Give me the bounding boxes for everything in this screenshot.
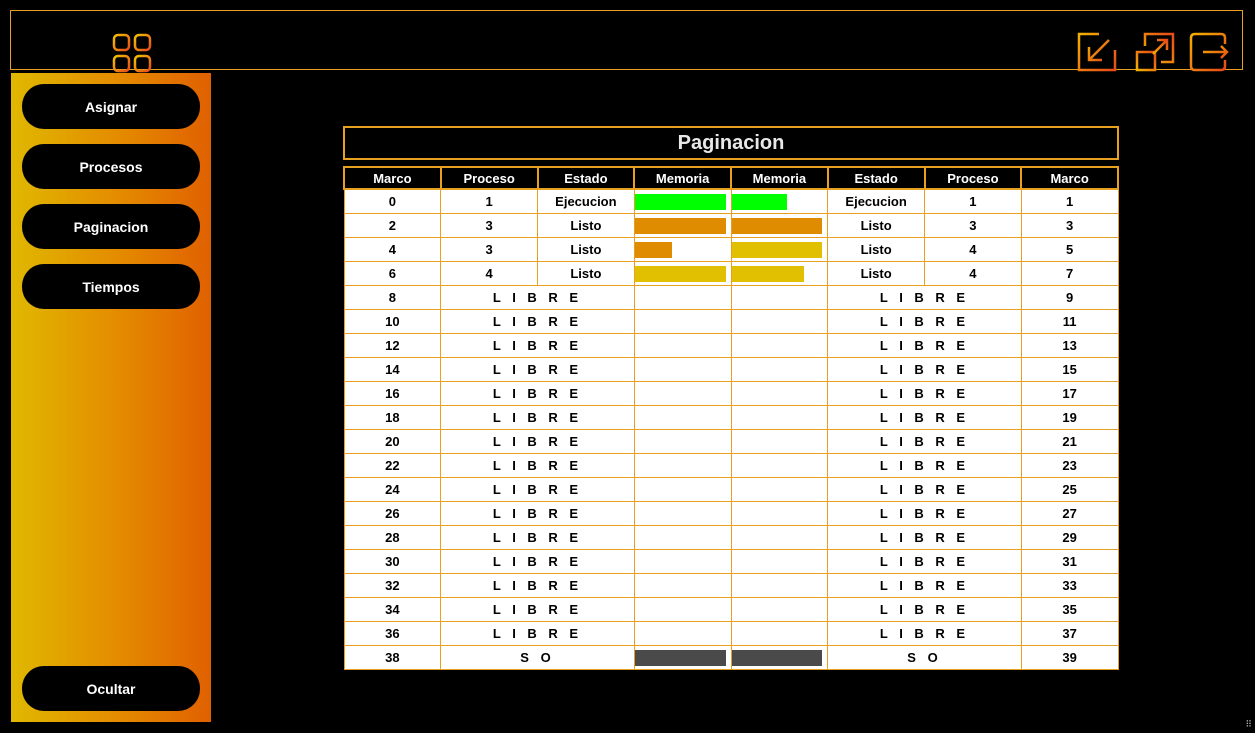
memory-cell	[731, 430, 828, 454]
frame-cell: 11	[1021, 310, 1118, 334]
process-cell: 3	[441, 238, 538, 262]
memory-cell	[634, 502, 731, 526]
memory-cell	[634, 310, 731, 334]
frame-cell: 29	[1021, 526, 1118, 550]
free-frame-label: L I B R E	[441, 430, 635, 454]
memory-cell	[634, 478, 731, 502]
free-frame-label: L I B R E	[441, 406, 635, 430]
free-frame-label: L I B R E	[828, 334, 1022, 358]
free-frame-label: S O	[828, 646, 1022, 670]
table-row	[344, 646, 1118, 670]
frame-cell: 24	[344, 478, 441, 502]
frame-cell: 14	[344, 358, 441, 382]
hide-sidebar-button[interactable]: Ocultar	[22, 666, 200, 711]
memory-bar	[635, 650, 726, 666]
col-header-memoria: Memoria	[634, 167, 731, 189]
frame-cell: 25	[1021, 478, 1118, 502]
memory-cell	[731, 550, 828, 574]
frame-cell: 36	[344, 622, 441, 646]
free-frame-label: L I B R E	[441, 526, 635, 550]
frame-cell: 12	[344, 334, 441, 358]
frame-cell: 37	[1021, 622, 1118, 646]
sidebar-item-asignar[interactable]: Asignar	[22, 84, 200, 129]
table-row	[344, 189, 1118, 214]
state-cell: Listo	[828, 238, 925, 262]
free-frame-label: L I B R E	[828, 550, 1022, 574]
free-frame-label: L I B R E	[828, 286, 1022, 310]
free-frame-label: L I B R E	[441, 358, 635, 382]
free-frame-label: L I B R E	[441, 286, 635, 310]
memory-cell	[731, 478, 828, 502]
minimize-icon[interactable]	[1077, 32, 1117, 72]
state-cell: Listo	[538, 238, 635, 262]
table-row	[344, 262, 1118, 286]
memory-bar	[732, 218, 823, 234]
exit-icon[interactable]	[1189, 32, 1229, 72]
sidebar-item-procesos[interactable]: Procesos	[22, 144, 200, 189]
free-frame-label: L I B R E	[828, 430, 1022, 454]
table-row	[344, 598, 1118, 622]
free-frame-label: L I B R E	[441, 574, 635, 598]
free-frame-label: L I B R E	[828, 358, 1022, 382]
frame-cell: 10	[344, 310, 441, 334]
free-frame-label: L I B R E	[828, 310, 1022, 334]
memory-bar	[732, 242, 823, 258]
memory-bar	[732, 266, 805, 282]
frame-cell: 30	[344, 550, 441, 574]
process-cell: 3	[925, 214, 1022, 238]
frame-cell: 3	[1021, 214, 1118, 238]
table-row	[344, 478, 1118, 502]
state-cell: Ejecucion	[538, 189, 635, 214]
memory-bar	[732, 650, 823, 666]
memory-cell	[634, 646, 731, 670]
page-title: Paginacion	[343, 126, 1119, 160]
free-frame-label: L I B R E	[441, 454, 635, 478]
memory-cell	[634, 550, 731, 574]
process-cell: 4	[925, 262, 1022, 286]
free-frame-label: S O	[441, 646, 635, 670]
free-frame-label: L I B R E	[828, 622, 1022, 646]
sidebar-item-paginacion[interactable]: Paginacion	[22, 204, 200, 249]
memory-cell	[634, 238, 731, 262]
frame-cell: 23	[1021, 454, 1118, 478]
col-header-proceso: Proceso	[441, 167, 538, 189]
frame-cell: 19	[1021, 406, 1118, 430]
memory-cell	[634, 334, 731, 358]
memory-cell	[731, 310, 828, 334]
free-frame-label: L I B R E	[441, 622, 635, 646]
col-header-memoria: Memoria	[731, 167, 828, 189]
table-row	[344, 454, 1118, 478]
table-row	[344, 526, 1118, 550]
memory-cell	[731, 622, 828, 646]
state-cell: Listo	[828, 262, 925, 286]
paging-table	[343, 166, 1119, 670]
memory-cell	[731, 382, 828, 406]
free-frame-label: L I B R E	[828, 526, 1022, 550]
col-header-marco: Marco	[1021, 167, 1118, 189]
title-bar	[10, 10, 1243, 70]
free-frame-label: L I B R E	[441, 598, 635, 622]
frame-cell: 13	[1021, 334, 1118, 358]
table-row	[344, 382, 1118, 406]
table-row	[344, 406, 1118, 430]
memory-cell	[731, 214, 828, 238]
free-frame-label: L I B R E	[441, 334, 635, 358]
memory-cell	[731, 262, 828, 286]
process-cell: 3	[441, 214, 538, 238]
free-frame-label: L I B R E	[441, 502, 635, 526]
process-cell: 1	[441, 189, 538, 214]
app-grid-icon[interactable]	[112, 33, 152, 73]
resize-grip-icon[interactable]: ⠿	[1245, 719, 1252, 729]
memory-cell	[634, 574, 731, 598]
frame-cell: 38	[344, 646, 441, 670]
free-frame-label: L I B R E	[828, 502, 1022, 526]
col-header-estado: Estado	[828, 167, 925, 189]
memory-cell	[634, 598, 731, 622]
table-row	[344, 358, 1118, 382]
free-frame-label: L I B R E	[441, 310, 635, 334]
frame-cell: 20	[344, 430, 441, 454]
frame-cell: 31	[1021, 550, 1118, 574]
frame-cell: 6	[344, 262, 441, 286]
memory-bar	[732, 194, 788, 210]
memory-bar	[635, 194, 726, 210]
state-cell: Listo	[828, 214, 925, 238]
memory-cell	[634, 358, 731, 382]
table-header-row	[344, 167, 1118, 189]
frame-cell: 33	[1021, 574, 1118, 598]
free-frame-label: L I B R E	[441, 478, 635, 502]
memory-cell	[731, 526, 828, 550]
process-cell: 4	[925, 238, 1022, 262]
frame-cell: 9	[1021, 286, 1118, 310]
table-row	[344, 238, 1118, 262]
frame-cell: 32	[344, 574, 441, 598]
memory-cell	[731, 646, 828, 670]
memory-cell	[731, 454, 828, 478]
memory-cell	[634, 214, 731, 238]
frame-cell: 27	[1021, 502, 1118, 526]
table-row	[344, 310, 1118, 334]
memory-cell	[731, 189, 828, 214]
frame-cell: 7	[1021, 262, 1118, 286]
frame-cell: 8	[344, 286, 441, 310]
process-cell: 1	[925, 189, 1022, 214]
table-row	[344, 622, 1118, 646]
table-row	[344, 286, 1118, 310]
free-frame-label: L I B R E	[828, 478, 1022, 502]
frame-cell: 39	[1021, 646, 1118, 670]
col-header-marco: Marco	[344, 167, 441, 189]
memory-bar	[635, 242, 672, 258]
process-cell: 4	[441, 262, 538, 286]
free-frame-label: L I B R E	[828, 406, 1022, 430]
memory-bar	[635, 218, 726, 234]
sidebar-item-tiempos[interactable]: Tiempos	[22, 264, 200, 309]
memory-bar	[635, 266, 726, 282]
memory-cell	[634, 622, 731, 646]
table-row	[344, 502, 1118, 526]
frame-cell: 16	[344, 382, 441, 406]
memory-cell	[634, 454, 731, 478]
memory-cell	[731, 406, 828, 430]
frame-cell: 34	[344, 598, 441, 622]
frame-cell: 0	[344, 189, 441, 214]
frame-cell: 28	[344, 526, 441, 550]
memory-cell	[634, 262, 731, 286]
table-row	[344, 334, 1118, 358]
memory-cell	[634, 406, 731, 430]
frame-cell: 15	[1021, 358, 1118, 382]
memory-cell	[634, 286, 731, 310]
state-cell: Listo	[538, 262, 635, 286]
frame-cell: 2	[344, 214, 441, 238]
memory-cell	[731, 238, 828, 262]
table-row	[344, 430, 1118, 454]
free-frame-label: L I B R E	[828, 382, 1022, 406]
frame-cell: 17	[1021, 382, 1118, 406]
memory-cell	[731, 574, 828, 598]
table-row	[344, 574, 1118, 598]
memory-cell	[731, 358, 828, 382]
table-row	[344, 214, 1118, 238]
frame-cell: 21	[1021, 430, 1118, 454]
frame-cell: 22	[344, 454, 441, 478]
memory-cell	[731, 334, 828, 358]
free-frame-label: L I B R E	[828, 598, 1022, 622]
state-cell: Ejecucion	[828, 189, 925, 214]
free-frame-label: L I B R E	[828, 574, 1022, 598]
maximize-icon[interactable]	[1135, 32, 1175, 72]
sidebar	[11, 73, 211, 722]
free-frame-label: L I B R E	[441, 550, 635, 574]
memory-cell	[731, 598, 828, 622]
free-frame-label: L I B R E	[828, 454, 1022, 478]
frame-cell: 1	[1021, 189, 1118, 214]
table-row	[344, 550, 1118, 574]
memory-cell	[634, 526, 731, 550]
memory-cell	[731, 286, 828, 310]
free-frame-label: L I B R E	[441, 382, 635, 406]
memory-cell	[634, 189, 731, 214]
state-cell: Listo	[538, 214, 635, 238]
frame-cell: 35	[1021, 598, 1118, 622]
frame-cell: 5	[1021, 238, 1118, 262]
col-header-proceso: Proceso	[925, 167, 1022, 189]
frame-cell: 26	[344, 502, 441, 526]
memory-cell	[634, 430, 731, 454]
col-header-estado: Estado	[538, 167, 635, 189]
frame-cell: 18	[344, 406, 441, 430]
memory-cell	[731, 502, 828, 526]
memory-cell	[634, 382, 731, 406]
frame-cell: 4	[344, 238, 441, 262]
